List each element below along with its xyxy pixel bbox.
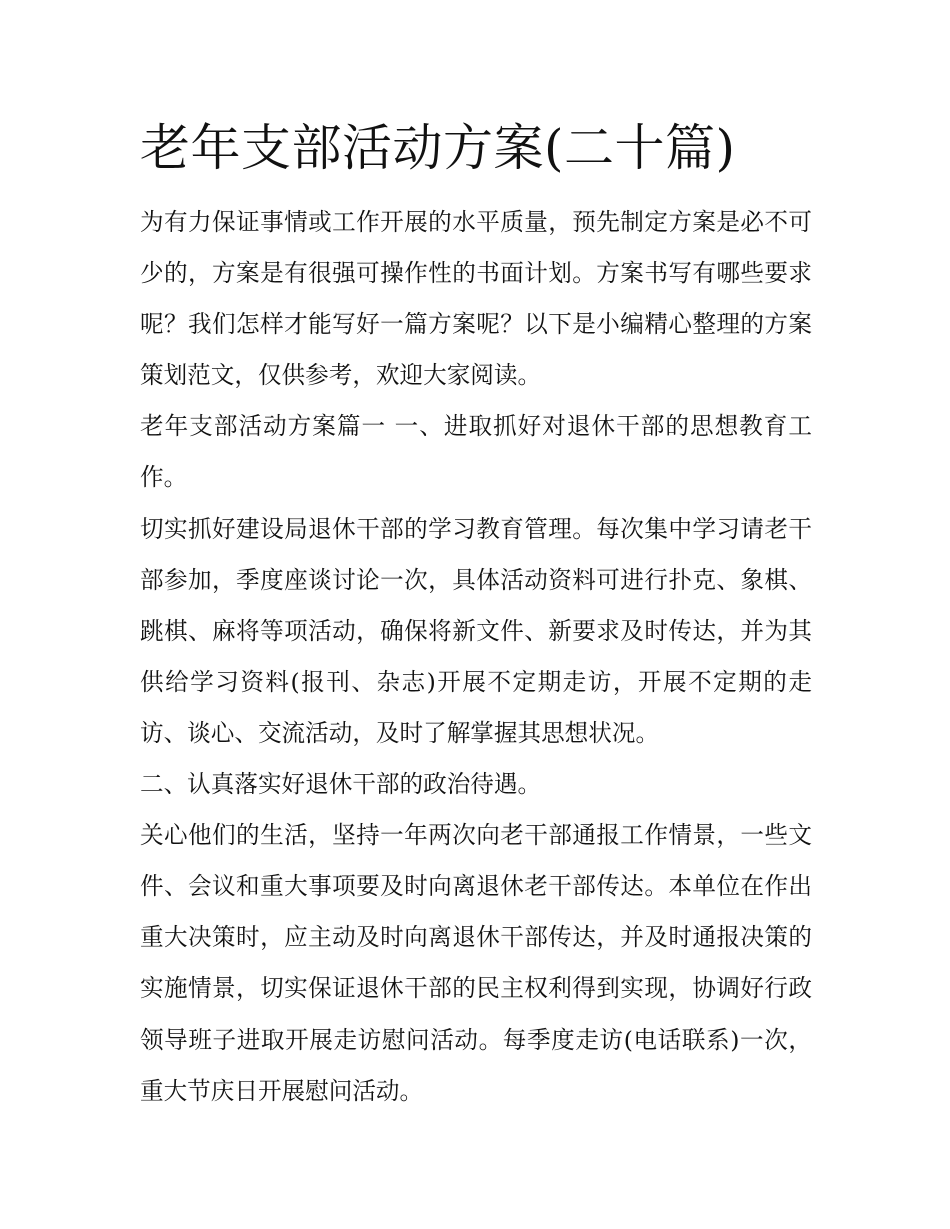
paragraph-care-and-visits: 关心他们的生活，坚持一年两次向老干部通报工作情景，一些文件、会议和重大事项要及时向离退休老干部传达。本单位在作出重大决策时，应主动及时向离退休干部传达，并及时通报决策的实施情景，切实保证退休干部的民主权利得到实现，协调好行政领导班子进取开展走访慰问活动。每季度走访(电话联系)一次，重大节庆日开展慰问活动。 xyxy=(140,821,812,1105)
paragraph-section-one-heading: 老年支部活动方案篇一 一、进取抓好对退休干部的思想教育工作。 xyxy=(140,412,812,492)
document-body xyxy=(140,197,812,1117)
paragraph-section-two-heading: 二、认真落实好退休干部的政治待遇。 xyxy=(140,770,542,799)
document-title: 老年支部活动方案(二十篇) xyxy=(140,119,736,177)
paragraph-study-management: 切实抓好建设局退休干部的学习教育管理。每次集中学习请老干部参加，季度座谈讨论一次，具体活动资料可进行扑克、象棋、跳棋、麻将等项活动，确保将新文件、新要求及时传达，并为其供给学习资料(报刊、杂志)开展不定期走访，开展不定期的走访、谈心、交流活动，及时了解掌握其思想状况。 xyxy=(140,514,812,747)
paragraph-intro: 为有力保证事情或工作开展的水平质量，预先制定方案是必不可少的，方案是有很强可操作性的书面计划。方案书写有哪些要求呢？我们怎样才能写好一篇方案呢？以下是小编精心整理的方案策划范文，仅供参考，欢迎大家阅读。 xyxy=(140,208,812,390)
